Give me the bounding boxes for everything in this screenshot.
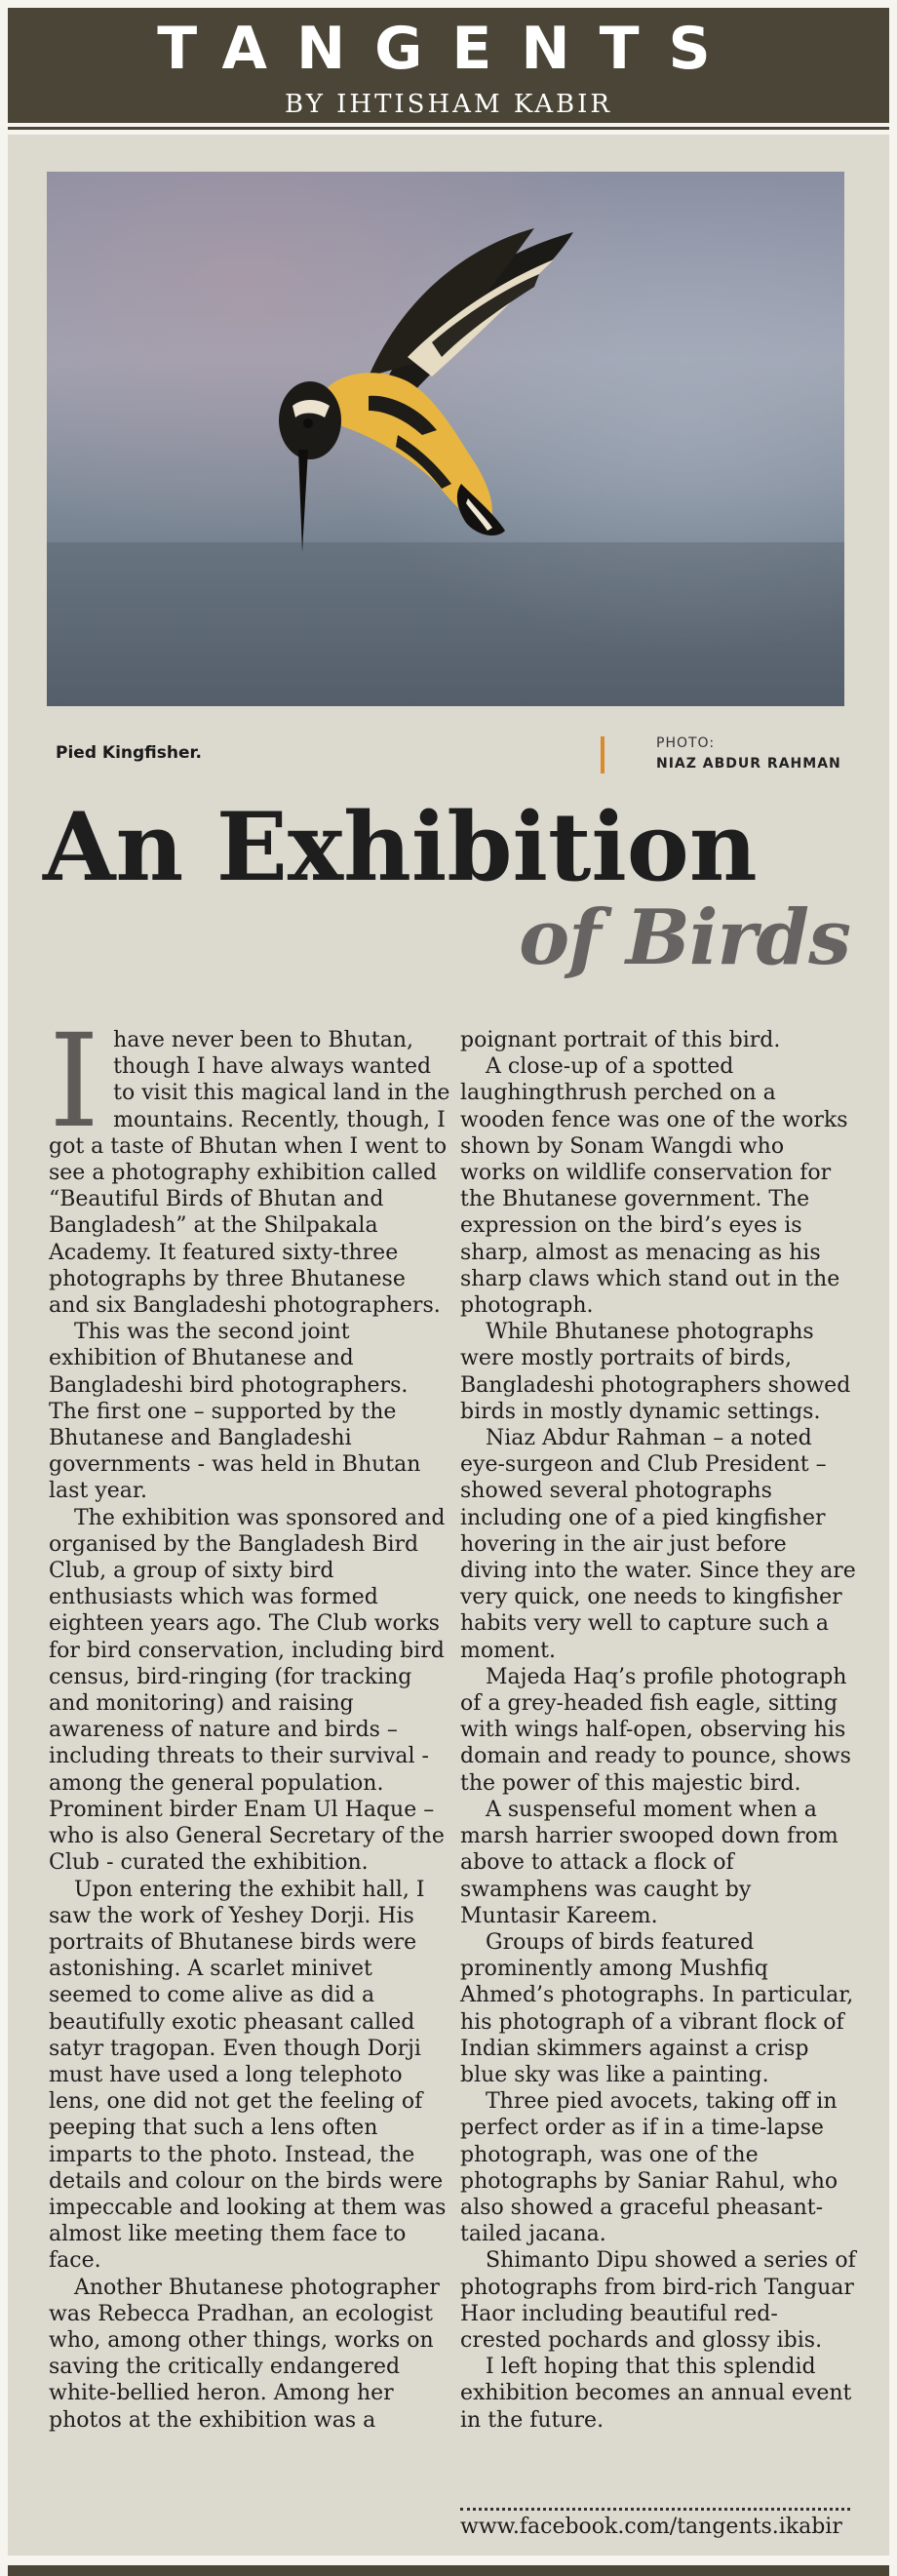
bottom-rule xyxy=(8,2565,889,2576)
drop-cap: I xyxy=(49,1007,100,1157)
masthead-rule xyxy=(8,127,889,130)
kingfisher-illustration xyxy=(47,172,844,706)
paragraph: Upon entering the exhibit hall, I saw the work of Yeshey Dorji. His portraits of Bhutanese birds were astonishing. A scarlet minivet seemed to come alive as did a beautifully exotic pheasant called satyr tragopan. Even though Dorji must have used a long telephoto lens, one did not get the feeling of peeping that such a lens often imparts to the photo. Instead, the details and colour on the birds were impeccable and looking at them was almost like meeting them face to face. xyxy=(49,1877,447,2274)
kingfisher-photo xyxy=(47,172,844,706)
paragraph: While Bhutanese photographs were mostly portraits of birds, Bangladeshi photographers showed birds in mostly dynamic settings. xyxy=(460,1320,851,1424)
dotted-divider xyxy=(460,2508,850,2511)
byline: BY IHTISHAM KABIR xyxy=(285,90,612,119)
photo-credit-label: PHOTO: xyxy=(656,735,716,751)
article-column-left xyxy=(49,1007,452,2434)
paragraph: Groups of birds featured prominently among Mushfiq Ahmed’s photographs. In particular, his photograph of a vibrant flock of Indian skimmers against a crisp blue sky was like a painting. xyxy=(460,1929,854,2087)
masthead xyxy=(8,8,889,123)
paragraph: Another Bhutanese photographer was Rebecca Pradhan, an ecologist who, among other things, works on saving the critically endangered white-bellied heron. Among her photos at the exhibition was a xyxy=(49,2275,440,2433)
paragraph: Three pied avocets, taking off in perfect order as if in a time-lapse photograph, was one of the photographs by Saniar Rahul, who also showed a graceful pheasant-tailed jacana. xyxy=(460,2089,838,2247)
paragraph: The exhibition was sponsored and organised by the Bangladesh Bird Club, a group of sixty bird enthusiasts which was formed eighteen years ago. The Club works for bird conservation, including bird census, bird-ringing (for tracking and monitoring) and raising awareness of nature and birds – including threats to their survival - among the general population. Prominent birder Enam Ul Haque – who is also General Secretary of the Club - curated the exhibition. xyxy=(49,1505,446,1876)
photo-caption: Pied Kingfisher. xyxy=(56,743,202,763)
paragraph: This was the second joint exhibition of Bhutanese and Bangladeshi bird photographers. The first one – supported by the Bhutanese and Bangladeshi governments - was held in Bhutan last year. xyxy=(49,1320,421,1504)
paragraph: Majeda Haq’s profile photograph of a grey-headed fish eagle, sitting with wings half-open, observing his domain and ready to pounce, shows the power of this majestic bird. xyxy=(460,1664,851,1796)
paragraph: A close-up of a spotted laughingthrush perched on a wooden fence was one of the works shown by Sonam Wangdi who works on wildlife conservation for the Bhutanese government. The expression on the bird’s eyes is sharp, almost as menacing as his sharp claws which stand out in the photograph. xyxy=(460,1054,848,1319)
column-title: TANGENTS xyxy=(157,15,740,83)
paragraph: have never been to Bhutan, though I have always wanted to visit this magical land in the mountains. Recently, though, I got a taste of Bhutan when I went to see a photography exhibition called “Beautiful Birds of Bhutan and Bangladesh” at the Shilpakala Academy. It featured sixty-three photographs by three Bhutanese and six Bangladeshi photographers. xyxy=(49,1028,450,1319)
credit-accent-bar xyxy=(601,736,604,773)
paragraph: I left hoping that this splendid exhibition becomes an annual event in the future. xyxy=(460,2355,852,2433)
paragraph: A suspenseful moment when a marsh harrier swooped down from above to attack a flock of swamphens was caught by Muntasir Kareem. xyxy=(460,1797,838,1928)
paragraph: Niaz Abdur Rahman – a noted eye-surgeon and Club President – showed several photographs including one of a pied kingfisher hovering in the air just before diving into the water. Since they are very quick, one needs to kingfisher habits very well to capture such a moment. xyxy=(460,1426,856,1663)
headline-line1: An Exhibition xyxy=(43,792,758,902)
article-column-right xyxy=(460,1027,856,2434)
paragraph: poignant portrait of this bird. xyxy=(460,1028,781,1052)
paragraph: Shimanto Dipu showed a series of photographs from bird-rich Tanguar Haor including beautiful red-crested pochards and glossy ibis. xyxy=(460,2248,856,2353)
facebook-link[interactable]: www.facebook.com/tangents.ikabir xyxy=(460,2515,842,2539)
headline-line2: of Birds xyxy=(519,893,850,982)
photo-credit-name: NIAZ ABDUR RAHMAN xyxy=(656,756,841,772)
